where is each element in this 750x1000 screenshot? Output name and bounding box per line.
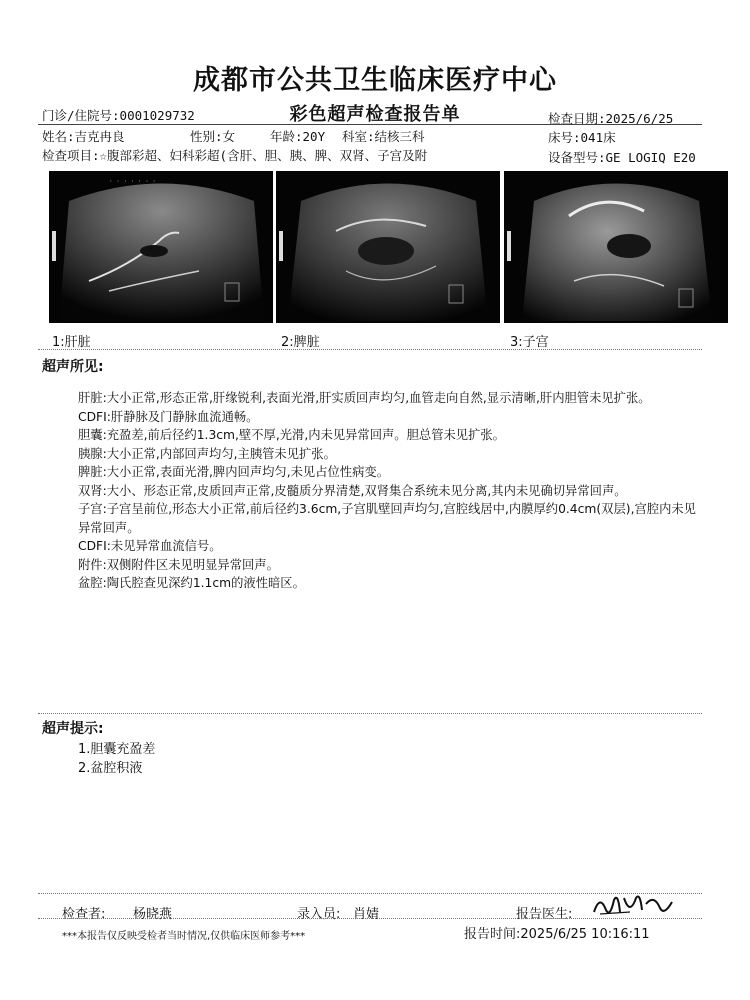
finding-adnexa: 附件:双侧附件区未见明显异常回声。 (78, 557, 279, 572)
check-date: 检查日期:2025/6/25 (548, 111, 674, 126)
finding-pancreas: 胰腺:大小正常,内部回声均匀,主胰管未见扩张。 (78, 446, 336, 461)
finding-liver: 肝脏:大小正常,形态正常,肝缘锐利,表面光滑,肝实质回声均匀,血管走向自然,显示清晰,肝内胆管未见扩张。 (78, 391, 651, 405)
impression-list (78, 740, 155, 778)
finding-uterus-cdfi: CDFI:未见异常血流信号。 (78, 539, 222, 553)
report-time: 报告时间:2025/6/25 10:16:11 (464, 927, 650, 942)
impression-item: 2.盆腔积液 (78, 761, 143, 776)
recorder-name: 肖婧 (353, 907, 380, 922)
finding-kidneys: 双肾:大小、形态正常,皮质回声正常,皮髓质分界清楚,双肾集合系统未见分离,其内未见确切异常回声。 (78, 483, 627, 498)
image-caption-1: 1:肝脏 (52, 335, 91, 350)
examiner-name: 杨晓燕 (133, 907, 173, 922)
patient-dept: 科室:结核三科 (342, 129, 425, 144)
doctor-signature (590, 890, 680, 926)
outpatient-number: 门诊/住院号:0001029732 (42, 108, 195, 123)
finding-liver-cdfi: CDFI:肝静脉及门静脉血流通畅。 (78, 409, 259, 424)
findings-heading: 超声所见: (42, 359, 104, 375)
findings-list (78, 389, 700, 593)
impression-heading: 超声提示: (42, 721, 104, 737)
liver-ultrasound-image (49, 171, 273, 323)
patient-sex: 性别:女 (190, 129, 236, 144)
report-title: 彩色超声检查报告单 (289, 104, 461, 125)
recorder-label: 录入员: (297, 907, 341, 922)
patient-name: 姓名:吉克冉良 (42, 129, 125, 144)
disclaimer: ***本报告仅反映受检者当时情况,仅供临床医师参考*** (62, 931, 306, 942)
header-divider (38, 124, 702, 125)
patient-age: 年龄:20Y (270, 129, 326, 144)
finding-spleen: 脾脏:大小正常,表面光滑,脾内回声均匀,未见占位性病变。 (78, 465, 389, 479)
image-caption-3: 3:子宫 (510, 335, 549, 350)
uterus-ultrasound-image (504, 171, 728, 323)
impression-item: 1.胆囊充盈差 (78, 742, 156, 757)
finding-pelvis: 盆腔:陶氏腔查见深约1.1cm的液性暗区。 (78, 576, 305, 590)
reporter-label: 报告医生: (516, 907, 573, 922)
device-model: 设备型号:GE LOGIQ E20 (548, 150, 696, 165)
bed-number: 床号:041床 (548, 130, 616, 145)
finding-gallbladder: 胆囊:充盈差,前后径约1.3cm,壁不厚,光滑,内未见异常回声。胆总管未见扩张。 (78, 428, 505, 442)
finding-uterus: 子宫:子宫呈前位,形态大小正常,前后径约3.6cm,子宫肌壁回声均匀,宫腔线居中,内膜厚约0.4cm(双层),宫腔内未见异常回声。 (78, 502, 696, 535)
findings-divider (38, 713, 702, 714)
footer-divider-bottom (38, 918, 702, 919)
exam-items: 检查项目:☆腹部彩超、妇科彩超(含肝、胆、胰、脾、双肾、子宫及附 (42, 148, 428, 163)
svg-text:· · · · · · ·: · · · · · · · (109, 178, 156, 185)
hospital-name: 成都市公共卫生临床医疗中心 (193, 65, 557, 96)
images-divider (38, 349, 702, 350)
examiner-label: 检查者: (62, 907, 106, 922)
spleen-ultrasound-image (276, 171, 500, 323)
image-caption-2: 2:脾脏 (281, 335, 320, 350)
